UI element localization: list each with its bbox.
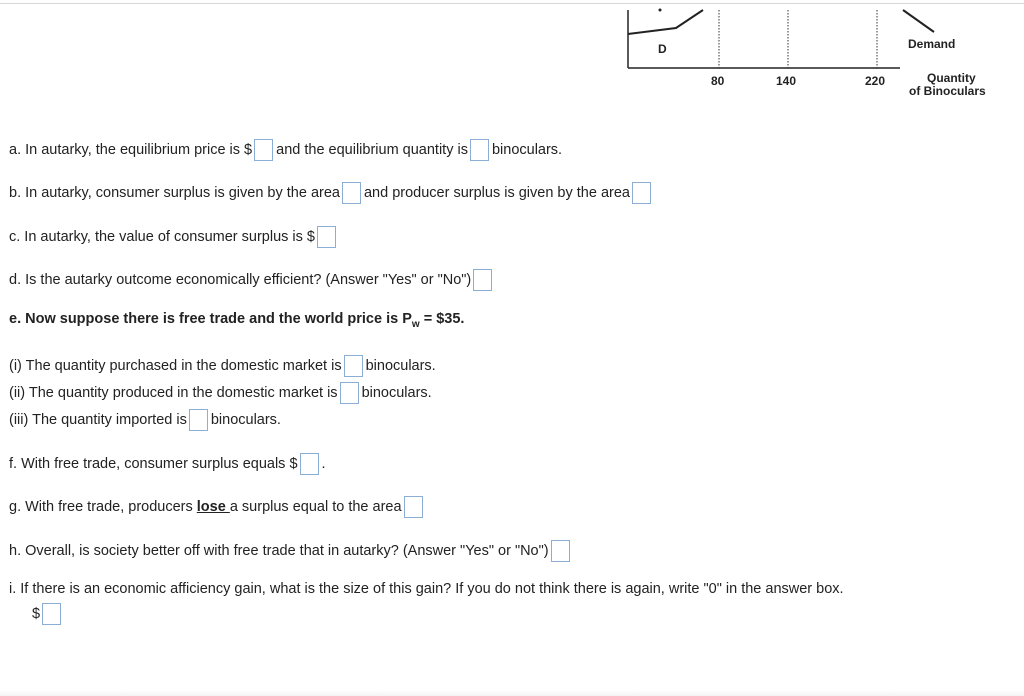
question-e2 xyxy=(9,382,432,404)
answer-a-quantity-box[interactable] xyxy=(470,139,489,161)
x-axis-label-line2: of Binoculars xyxy=(909,84,986,98)
demand-curve-fragment xyxy=(903,10,934,32)
question-a xyxy=(9,139,562,161)
question-b-text-1: b. In autarky, consumer surplus is given by the area xyxy=(9,184,340,201)
curve-dot xyxy=(659,9,662,12)
question-i xyxy=(9,579,844,599)
question-g-lose: lose xyxy=(196,498,230,515)
supply-curve-fragment xyxy=(628,10,703,34)
x-axis-label-line1: Quantity xyxy=(927,71,976,85)
bottom-edge xyxy=(0,690,1024,696)
supply-demand-graph xyxy=(0,0,1024,100)
answer-e2-box[interactable] xyxy=(340,382,359,404)
question-g xyxy=(9,496,426,518)
question-f-text-2: . xyxy=(321,455,326,472)
question-e3-text-2: binoculars. xyxy=(210,411,281,428)
question-h-text-1: h. Overall, is society better off with free trade that in autarky? (Answer "Yes" or "No") xyxy=(9,542,549,559)
question-d xyxy=(9,269,495,291)
question-e3 xyxy=(9,409,281,431)
question-i-dollar: $ xyxy=(32,605,41,622)
question-c-text-1: c. In autarky, the value of consumer surplus is $ xyxy=(9,228,315,245)
question-e3-text-1: (iii) The quantity imported is xyxy=(9,411,187,428)
answer-h-box[interactable] xyxy=(551,540,570,562)
x-tick-80: 80 xyxy=(711,74,725,88)
question-g-text-2: a surplus equal to the area xyxy=(229,498,402,515)
question-i-answer-row xyxy=(32,603,64,625)
answer-f-box[interactable] xyxy=(300,453,319,475)
answer-e1-box[interactable] xyxy=(344,355,363,377)
answer-d-box[interactable] xyxy=(473,269,492,291)
question-h xyxy=(9,540,573,562)
question-i-text-1: i. If there is an economic afficiency gain, what is the size of this gain? If you do not think there is again, write "0" in the answer box. xyxy=(9,581,844,597)
graph-label-d: D xyxy=(658,42,667,56)
answer-b-consumer-area-box[interactable] xyxy=(342,182,361,204)
question-e xyxy=(9,309,464,331)
question-e-subscript: w xyxy=(411,319,420,330)
question-e1 xyxy=(9,355,436,377)
question-a-text-3: binoculars. xyxy=(491,141,563,158)
question-e-text-2: = $35. xyxy=(419,311,465,327)
answer-c-box[interactable] xyxy=(317,226,336,248)
graph-label-demand: Demand xyxy=(908,37,956,51)
answer-a-price-box[interactable] xyxy=(254,139,273,161)
x-tick-140: 140 xyxy=(776,74,797,88)
question-e1-text-1: (i) The quantity purchased in the domestic market is xyxy=(9,357,342,374)
question-f-text-1: f. With free trade, consumer surplus equals $ xyxy=(9,455,298,472)
answer-g-box[interactable] xyxy=(404,496,423,518)
question-e-text-1: e. Now suppose there is free trade and the world price is P xyxy=(9,311,412,327)
answer-i-box[interactable] xyxy=(42,603,61,625)
question-e2-text-2: binoculars. xyxy=(361,384,432,401)
question-e1-text-2: binoculars. xyxy=(365,357,436,374)
question-f xyxy=(9,453,326,475)
question-a-text-2: and the equilibrium quantity is xyxy=(276,141,468,158)
question-d-text-1: d. Is the autarky outcome economically efficient? (Answer "Yes" or "No") xyxy=(9,271,472,288)
question-g-text-1: g. With free trade, producers xyxy=(9,498,197,515)
question-b-text-2: and producer surplus is given by the area xyxy=(363,184,630,201)
x-tick-220: 220 xyxy=(865,74,886,88)
question-a-text-1: a. In autarky, the equilibrium price is $ xyxy=(9,141,253,158)
question-c xyxy=(9,226,339,248)
question-b xyxy=(9,182,654,204)
question-e2-text-1: (ii) The quantity produced in the domestic market is xyxy=(9,384,338,401)
answer-e3-box[interactable] xyxy=(189,409,208,431)
answer-b-producer-area-box[interactable] xyxy=(632,182,651,204)
